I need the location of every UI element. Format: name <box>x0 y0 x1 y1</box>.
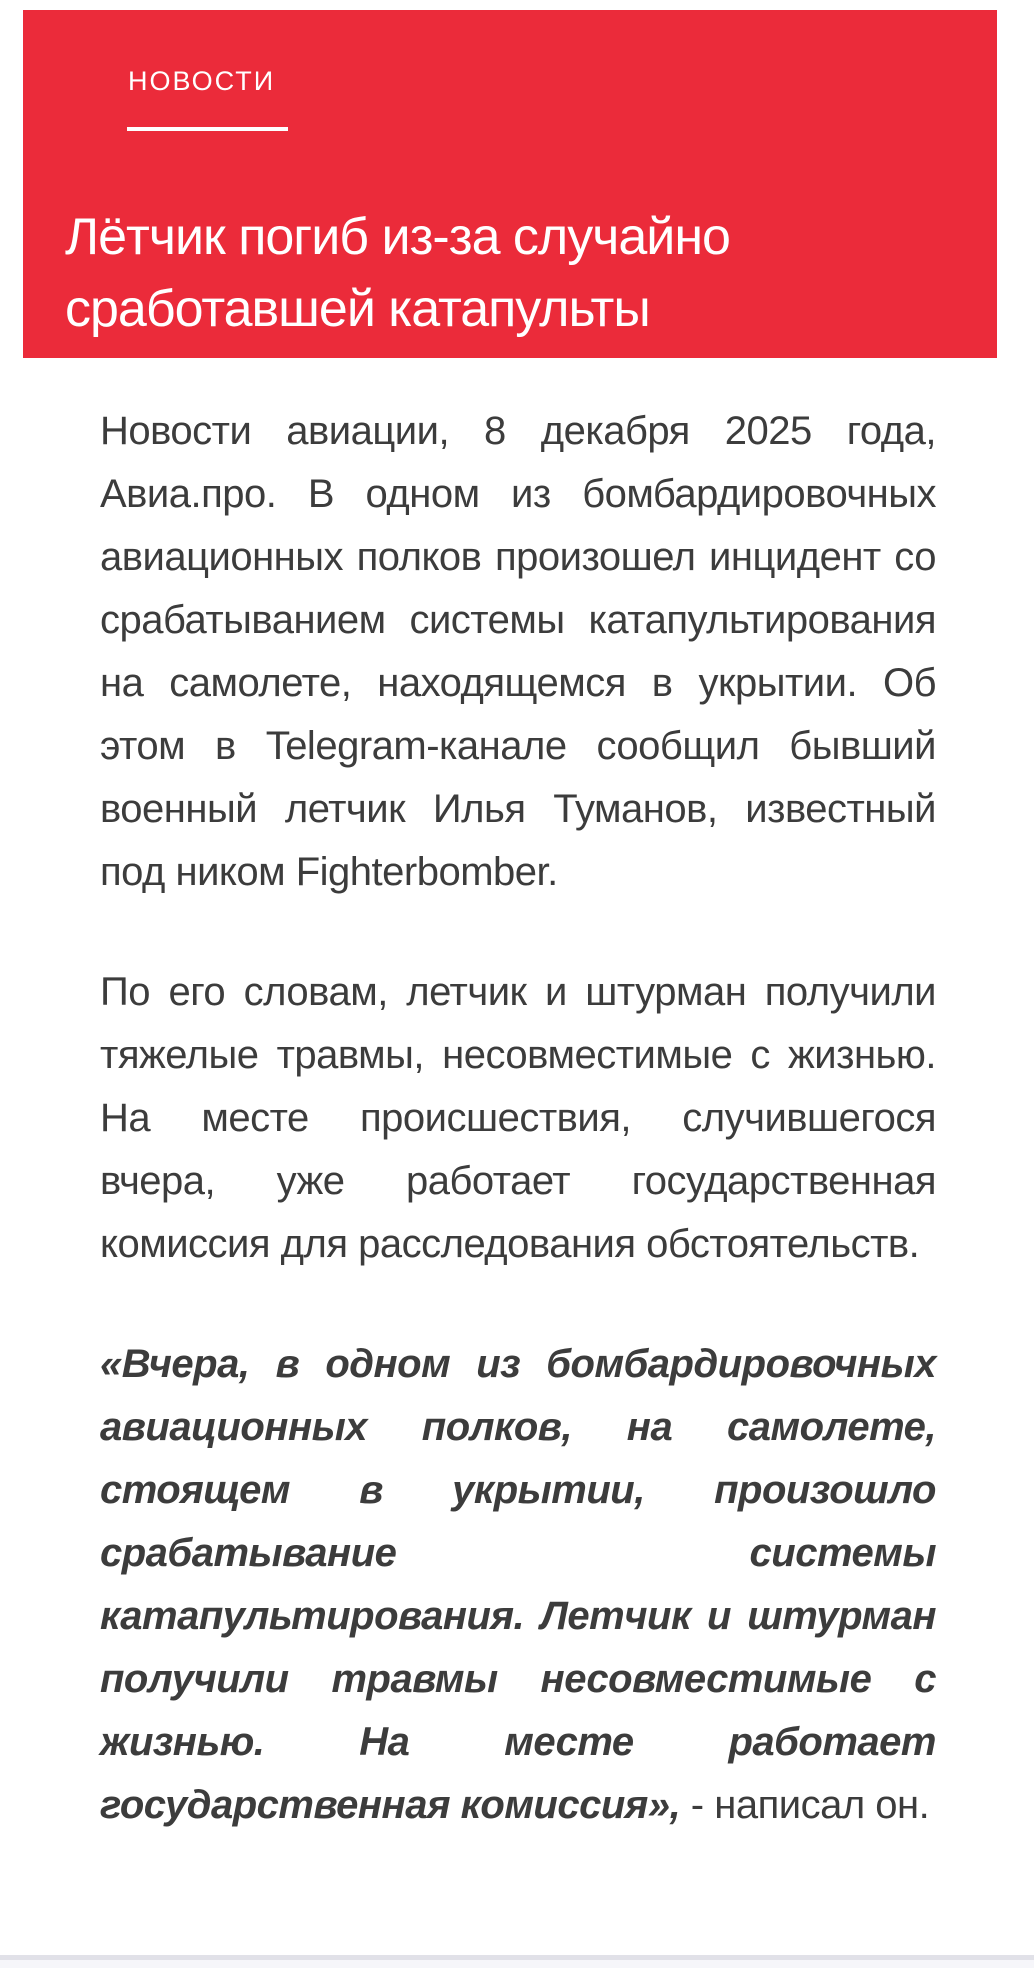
quote-italic-text: «Вчера, в одном из бомбардировочных авиационных полков, на самолете, стоящем в укрытии, произошло срабатывание системы катапультирования. Летчик и штурман получили травмы несовместимые с жизнью. На месте работает государственная комиссия», <box>100 1342 936 1827</box>
paragraph-details: По его словам, летчик и штурман получили тяжелые травмы, несовместимые с жизнью. На месте происшествия, случившегося вчера, уже работает государственная комиссия для расследования обстоятельств. <box>100 970 936 1266</box>
quote-attribution-text: - написал он. <box>680 1783 930 1827</box>
page-title: Лётчик погиб из-за случайно сработавшей катапульты <box>65 207 730 338</box>
bottom-strip <box>0 1960 1034 1968</box>
paragraph-quote <box>100 1333 936 1837</box>
article-body <box>100 400 936 1894</box>
category-underline-divider <box>127 127 288 131</box>
category-link-news[interactable]: НОВОСТИ <box>128 66 276 96</box>
paragraph-intro: Новости авиации, 8 декабря 2025 года, Авиа.про. В одном из бомбардировочных авиационных полков произошел инцидент со срабатыванием системы катапультирования на самолете, находящемся в укрытии. Об этом в Telegram-канале сообщил бывший военный летчик Илья Туманов, известный под ником Fighterbomber. <box>100 409 936 894</box>
article-header-banner <box>23 10 997 358</box>
